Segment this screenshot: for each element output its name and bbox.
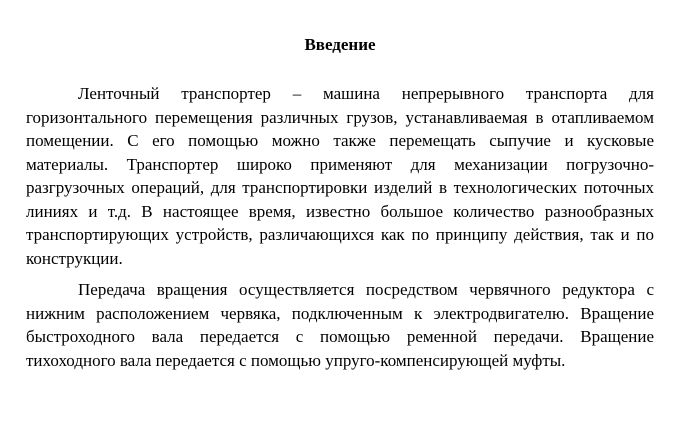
- section-title: Введение: [304, 35, 376, 54]
- paragraph-drive-description: Передача вращения осуществляется посредством червячного редуктора с нижним расположением червяка, подключенным к электродвигателю. Вращение быстроходного вала передается с помощью ременной передачи. Вращение тихоходного вала передается с помощью упруго-компенсирующей муфты.: [26, 280, 654, 370]
- paragraph-conveyor-description: Ленточный транспортер – машина непрерывного транспорта для горизонтального перемещения различных грузов, устанавливаемая в отапливаемом помещении. С его помощью можно также перемещать сыпучие и кусковые материалы. Транспортер широко применяют для механизации погрузочно-разгрузочных операций, для транспортировки изделий в технологических поточных линиях и т.д. В настоящее время, известно большое количество разнообразных транспортирующих устройств, различающихся как по принципу действия, так и по конструкции.: [26, 84, 654, 268]
